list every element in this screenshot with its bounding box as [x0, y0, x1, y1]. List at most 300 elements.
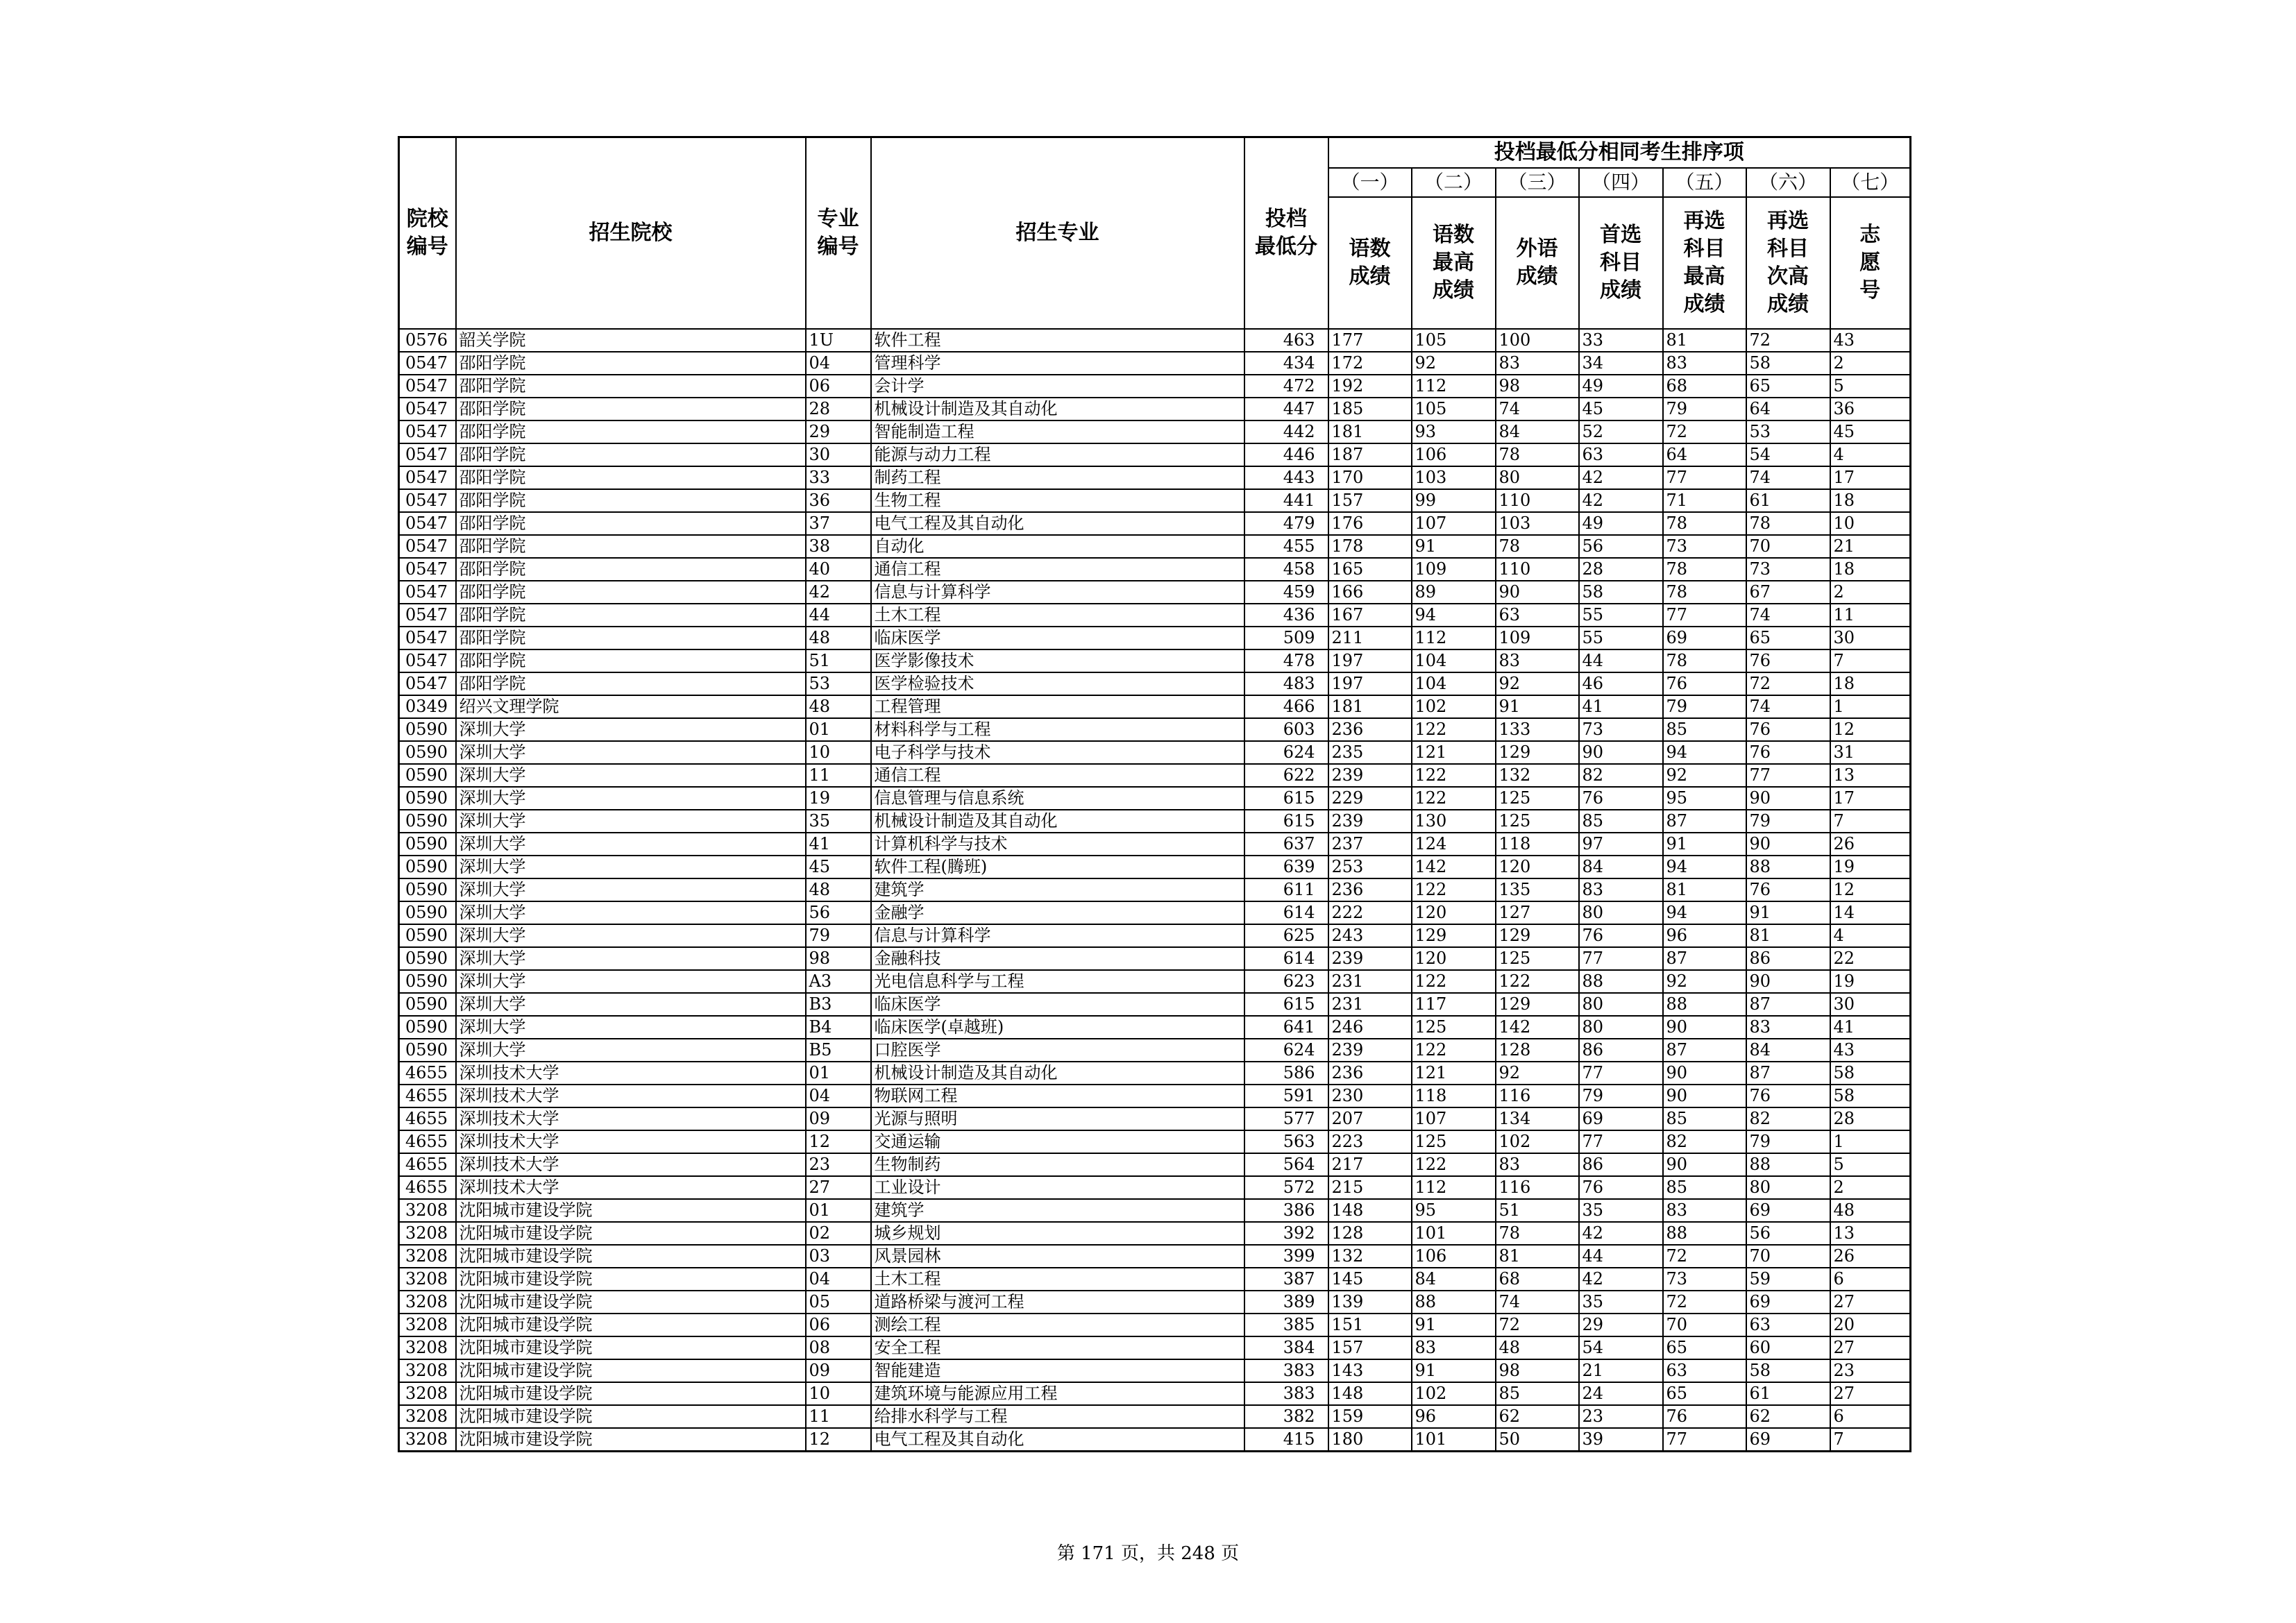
cell-score-foreign-language: 78	[1496, 443, 1579, 466]
cell-score-reselect-max: 63	[1663, 1359, 1746, 1382]
cell-min-score: 389	[1244, 1291, 1328, 1314]
cell-score-chinese-math: 157	[1328, 489, 1412, 512]
cell-score-reselect-max: 88	[1663, 1222, 1746, 1245]
cell-application-number: 30	[1830, 627, 1911, 649]
cell-school-name: 邵阳学院	[456, 398, 806, 420]
cell-application-number: 58	[1830, 1062, 1911, 1085]
cell-min-score: 382	[1244, 1405, 1328, 1428]
cell-application-number: 7	[1830, 810, 1911, 833]
cell-major-code: 06	[806, 375, 871, 398]
cell-score-foreign-language: 109	[1496, 627, 1579, 649]
cell-application-number: 1	[1830, 695, 1911, 718]
cell-major-code: 19	[806, 787, 871, 810]
cell-score-chinese-math-max: 99	[1412, 489, 1496, 512]
cell-major-code: 44	[806, 604, 871, 627]
cell-score-foreign-language: 100	[1496, 329, 1579, 352]
cell-score-chinese-math: 239	[1328, 810, 1412, 833]
cell-school-name: 邵阳学院	[456, 375, 806, 398]
cell-score-chinese-math-max: 102	[1412, 695, 1496, 718]
cell-score-first-subject: 54	[1579, 1336, 1663, 1359]
cell-major-name: 能源与动力工程	[871, 443, 1244, 466]
cell-score-first-subject: 55	[1579, 627, 1663, 649]
cell-score-reselect-max: 83	[1663, 1199, 1746, 1222]
cell-min-score: 455	[1244, 535, 1328, 558]
header-order-label: （六）	[1746, 168, 1830, 197]
table-row	[399, 764, 1911, 787]
cell-score-reselect-max: 94	[1663, 856, 1746, 878]
cell-major-name: 临床医学	[871, 627, 1244, 649]
cell-score-reselect-max: 64	[1663, 443, 1746, 466]
cell-score-reselect-second: 87	[1746, 1062, 1830, 1085]
cell-score-chinese-math: 231	[1328, 993, 1412, 1016]
cell-score-reselect-max: 78	[1663, 512, 1746, 535]
cell-min-score: 614	[1244, 901, 1328, 924]
cell-major-code: 12	[806, 1428, 871, 1452]
cell-score-reselect-max: 72	[1663, 420, 1746, 443]
cell-application-number: 41	[1830, 1016, 1911, 1039]
cell-score-chinese-math: 148	[1328, 1199, 1412, 1222]
cell-school-code: 0547	[399, 489, 456, 512]
cell-major-code: 11	[806, 1405, 871, 1428]
cell-score-foreign-language: 125	[1496, 787, 1579, 810]
header-order-item: 外语 成绩	[1496, 197, 1579, 329]
cell-score-chinese-math: 223	[1328, 1130, 1412, 1153]
cell-school-code: 0590	[399, 1016, 456, 1039]
header-order-label: （四）	[1579, 168, 1663, 197]
cell-score-reselect-second: 74	[1746, 695, 1830, 718]
cell-score-reselect-max: 87	[1663, 810, 1746, 833]
cell-application-number: 5	[1830, 375, 1911, 398]
cell-min-score: 625	[1244, 924, 1328, 947]
cell-school-code: 3208	[399, 1359, 456, 1382]
table-row	[399, 947, 1911, 970]
header-order-label: （五）	[1663, 168, 1746, 197]
cell-school-name: 沈阳城市建设学院	[456, 1359, 806, 1382]
cell-score-chinese-math-max: 89	[1412, 581, 1496, 604]
cell-major-name: 计算机科学与技术	[871, 833, 1244, 856]
cell-score-foreign-language: 129	[1496, 993, 1579, 1016]
cell-min-score: 586	[1244, 1062, 1328, 1085]
cell-school-code: 0590	[399, 1039, 456, 1062]
cell-major-name: 材料科学与工程	[871, 718, 1244, 741]
cell-application-number: 10	[1830, 512, 1911, 535]
cell-school-code: 3208	[399, 1291, 456, 1314]
cell-score-chinese-math-max: 105	[1412, 398, 1496, 420]
cell-school-code: 0590	[399, 741, 456, 764]
cell-score-first-subject: 73	[1579, 718, 1663, 741]
table-row	[399, 970, 1911, 993]
cell-score-foreign-language: 92	[1496, 672, 1579, 695]
cell-application-number: 14	[1830, 901, 1911, 924]
cell-school-code: 3208	[399, 1268, 456, 1291]
cell-school-code: 0590	[399, 970, 456, 993]
cell-score-chinese-math-max: 112	[1412, 627, 1496, 649]
cell-min-score: 436	[1244, 604, 1328, 627]
cell-school-code: 3208	[399, 1199, 456, 1222]
cell-min-score: 615	[1244, 810, 1328, 833]
cell-score-chinese-math-max: 122	[1412, 1153, 1496, 1176]
cell-major-name: 生物制药	[871, 1153, 1244, 1176]
cell-school-name: 沈阳城市建设学院	[456, 1405, 806, 1428]
table-row	[399, 1199, 1911, 1222]
cell-score-reselect-max: 65	[1663, 1336, 1746, 1359]
cell-score-first-subject: 21	[1579, 1359, 1663, 1382]
header-tiebreak-group: 投档最低分相同考生排序项	[1328, 137, 1911, 169]
cell-major-code: 41	[806, 833, 871, 856]
cell-score-chinese-math-max: 122	[1412, 970, 1496, 993]
cell-score-reselect-max: 87	[1663, 947, 1746, 970]
cell-major-code: 06	[806, 1314, 871, 1336]
header-major-name: 招生专业	[871, 137, 1244, 330]
cell-school-code: 0547	[399, 672, 456, 695]
cell-score-reselect-second: 76	[1746, 741, 1830, 764]
table-row	[399, 741, 1911, 764]
cell-school-name: 邵阳学院	[456, 466, 806, 489]
cell-application-number: 19	[1830, 856, 1911, 878]
cell-school-name: 深圳大学	[456, 970, 806, 993]
cell-score-reselect-max: 87	[1663, 1039, 1746, 1062]
cell-school-name: 沈阳城市建设学院	[456, 1222, 806, 1245]
cell-score-reselect-second: 67	[1746, 581, 1830, 604]
cell-school-code: 0590	[399, 878, 456, 901]
cell-school-name: 深圳技术大学	[456, 1130, 806, 1153]
header-order-label: （一）	[1328, 168, 1412, 197]
cell-min-score: 387	[1244, 1268, 1328, 1291]
cell-min-score: 385	[1244, 1314, 1328, 1336]
cell-major-code: 42	[806, 581, 871, 604]
cell-score-foreign-language: 116	[1496, 1085, 1579, 1107]
cell-score-chinese-math-max: 112	[1412, 1176, 1496, 1199]
cell-score-chinese-math: 192	[1328, 375, 1412, 398]
cell-major-code: 01	[806, 718, 871, 741]
cell-score-first-subject: 35	[1579, 1291, 1663, 1314]
cell-major-name: 医学影像技术	[871, 649, 1244, 672]
cell-school-name: 沈阳城市建设学院	[456, 1199, 806, 1222]
cell-score-chinese-math-max: 121	[1412, 1062, 1496, 1085]
cell-score-foreign-language: 80	[1496, 466, 1579, 489]
cell-application-number: 7	[1830, 649, 1911, 672]
cell-school-name: 邵阳学院	[456, 352, 806, 375]
cell-score-chinese-math: 236	[1328, 878, 1412, 901]
cell-score-foreign-language: 85	[1496, 1382, 1579, 1405]
cell-score-foreign-language: 78	[1496, 1222, 1579, 1245]
cell-school-name: 邵阳学院	[456, 420, 806, 443]
cell-major-code: 10	[806, 1382, 871, 1405]
cell-min-score: 383	[1244, 1382, 1328, 1405]
cell-school-name: 深圳大学	[456, 764, 806, 787]
header-order-item: 语数 成绩	[1328, 197, 1412, 329]
cell-score-first-subject: 29	[1579, 1314, 1663, 1336]
cell-score-chinese-math: 243	[1328, 924, 1412, 947]
cell-score-chinese-math-max: 112	[1412, 375, 1496, 398]
table-row	[399, 878, 1911, 901]
cell-major-code: 48	[806, 627, 871, 649]
cell-score-reselect-second: 74	[1746, 466, 1830, 489]
cell-school-name: 邵阳学院	[456, 581, 806, 604]
cell-score-chinese-math: 187	[1328, 443, 1412, 466]
cell-score-foreign-language: 98	[1496, 375, 1579, 398]
cell-score-reselect-second: 64	[1746, 398, 1830, 420]
cell-score-chinese-math-max: 84	[1412, 1268, 1496, 1291]
cell-major-code: 56	[806, 901, 871, 924]
cell-school-code: 3208	[399, 1336, 456, 1359]
cell-application-number: 23	[1830, 1359, 1911, 1382]
cell-min-score: 483	[1244, 672, 1328, 695]
cell-school-code: 0547	[399, 604, 456, 627]
cell-school-code: 0547	[399, 558, 456, 581]
cell-min-score: 615	[1244, 993, 1328, 1016]
cell-application-number: 18	[1830, 672, 1911, 695]
cell-score-first-subject: 42	[1579, 1222, 1663, 1245]
cell-score-chinese-math: 143	[1328, 1359, 1412, 1382]
cell-score-reselect-second: 90	[1746, 787, 1830, 810]
cell-major-code: 23	[806, 1153, 871, 1176]
table-row	[399, 443, 1911, 466]
cell-score-chinese-math: 237	[1328, 833, 1412, 856]
cell-score-first-subject: 55	[1579, 604, 1663, 627]
cell-score-foreign-language: 78	[1496, 535, 1579, 558]
cell-score-chinese-math: 230	[1328, 1085, 1412, 1107]
cell-application-number: 17	[1830, 787, 1911, 810]
cell-major-code: 10	[806, 741, 871, 764]
cell-score-reselect-second: 61	[1746, 489, 1830, 512]
cell-major-code: 36	[806, 489, 871, 512]
cell-score-reselect-second: 87	[1746, 993, 1830, 1016]
cell-school-code: 0547	[399, 581, 456, 604]
cell-min-score: 443	[1244, 466, 1328, 489]
cell-application-number: 13	[1830, 1222, 1911, 1245]
cell-score-first-subject: 44	[1579, 1245, 1663, 1268]
cell-score-foreign-language: 83	[1496, 1153, 1579, 1176]
cell-score-reselect-second: 88	[1746, 1153, 1830, 1176]
cell-school-name: 深圳大学	[456, 901, 806, 924]
cell-major-name: 信息与计算科学	[871, 581, 1244, 604]
cell-min-score: 441	[1244, 489, 1328, 512]
header-order-label: （七）	[1830, 168, 1911, 197]
cell-score-first-subject: 84	[1579, 856, 1663, 878]
cell-score-reselect-max: 65	[1663, 1382, 1746, 1405]
cell-score-chinese-math: 197	[1328, 672, 1412, 695]
cell-score-first-subject: 76	[1579, 1176, 1663, 1199]
cell-score-chinese-math-max: 106	[1412, 443, 1496, 466]
cell-major-code: 40	[806, 558, 871, 581]
cell-major-name: 工程管理	[871, 695, 1244, 718]
cell-score-first-subject: 44	[1579, 649, 1663, 672]
cell-major-name: 土木工程	[871, 604, 1244, 627]
cell-score-foreign-language: 116	[1496, 1176, 1579, 1199]
cell-application-number: 2	[1830, 581, 1911, 604]
table-row	[399, 649, 1911, 672]
cell-application-number: 2	[1830, 1176, 1911, 1199]
cell-score-foreign-language: 129	[1496, 924, 1579, 947]
cell-score-foreign-language: 122	[1496, 970, 1579, 993]
cell-score-chinese-math-max: 88	[1412, 1291, 1496, 1314]
cell-application-number: 26	[1830, 1245, 1911, 1268]
cell-score-reselect-max: 85	[1663, 718, 1746, 741]
cell-major-code: 05	[806, 1291, 871, 1314]
cell-score-first-subject: 28	[1579, 558, 1663, 581]
cell-score-first-subject: 97	[1579, 833, 1663, 856]
cell-score-chinese-math: 167	[1328, 604, 1412, 627]
cell-school-code: 4655	[399, 1107, 456, 1130]
table-row	[399, 833, 1911, 856]
cell-score-chinese-math: 229	[1328, 787, 1412, 810]
cell-major-code: 08	[806, 1336, 871, 1359]
cell-major-code: 11	[806, 764, 871, 787]
cell-score-first-subject: 69	[1579, 1107, 1663, 1130]
cell-score-first-subject: 80	[1579, 1016, 1663, 1039]
cell-score-reselect-second: 84	[1746, 1039, 1830, 1062]
cell-application-number: 2	[1830, 352, 1911, 375]
cell-school-name: 深圳大学	[456, 810, 806, 833]
cell-score-first-subject: 42	[1579, 466, 1663, 489]
cell-score-foreign-language: 103	[1496, 512, 1579, 535]
table-row	[399, 1062, 1911, 1085]
cell-major-name: 给排水科学与工程	[871, 1405, 1244, 1428]
cell-score-chinese-math: 148	[1328, 1382, 1412, 1405]
cell-score-reselect-second: 77	[1746, 764, 1830, 787]
cell-score-reselect-max: 90	[1663, 1085, 1746, 1107]
cell-score-reselect-max: 90	[1663, 1016, 1746, 1039]
cell-min-score: 384	[1244, 1336, 1328, 1359]
cell-score-first-subject: 35	[1579, 1199, 1663, 1222]
cell-score-reselect-max: 77	[1663, 466, 1746, 489]
cell-score-chinese-math: 239	[1328, 947, 1412, 970]
cell-application-number: 11	[1830, 604, 1911, 627]
cell-score-chinese-math-max: 120	[1412, 901, 1496, 924]
cell-school-name: 邵阳学院	[456, 443, 806, 466]
header-major-code: 专业 编号	[806, 137, 871, 330]
cell-score-reselect-second: 59	[1746, 1268, 1830, 1291]
cell-score-first-subject: 52	[1579, 420, 1663, 443]
table-row	[399, 1222, 1911, 1245]
cell-school-code: 0590	[399, 810, 456, 833]
cell-score-foreign-language: 62	[1496, 1405, 1579, 1428]
cell-application-number: 17	[1830, 466, 1911, 489]
cell-school-name: 邵阳学院	[456, 489, 806, 512]
cell-score-chinese-math: 165	[1328, 558, 1412, 581]
cell-major-name: 电气工程及其自动化	[871, 512, 1244, 535]
table-row	[399, 1382, 1911, 1405]
cell-major-name: 制药工程	[871, 466, 1244, 489]
cell-major-name: 口腔医学	[871, 1039, 1244, 1062]
cell-min-score: 637	[1244, 833, 1328, 856]
cell-major-name: 医学检验技术	[871, 672, 1244, 695]
cell-major-name: 土木工程	[871, 1268, 1244, 1291]
cell-school-name: 沈阳城市建设学院	[456, 1245, 806, 1268]
cell-score-chinese-math: 151	[1328, 1314, 1412, 1336]
cell-school-code: 0547	[399, 375, 456, 398]
header-order-label: （三）	[1496, 168, 1579, 197]
cell-score-chinese-math: 239	[1328, 1039, 1412, 1062]
cell-major-code: 02	[806, 1222, 871, 1245]
cell-score-chinese-math-max: 122	[1412, 787, 1496, 810]
cell-school-name: 深圳大学	[456, 856, 806, 878]
cell-major-name: 光源与照明	[871, 1107, 1244, 1130]
cell-application-number: 30	[1830, 993, 1911, 1016]
cell-school-code: 0547	[399, 649, 456, 672]
table-row	[399, 1245, 1911, 1268]
cell-score-foreign-language: 120	[1496, 856, 1579, 878]
cell-min-score: 479	[1244, 512, 1328, 535]
table-row	[399, 1039, 1911, 1062]
table-row	[399, 1153, 1911, 1176]
cell-school-code: 0547	[399, 398, 456, 420]
cell-score-reselect-second: 76	[1746, 718, 1830, 741]
cell-score-chinese-math: 207	[1328, 1107, 1412, 1130]
cell-score-chinese-math-max: 102	[1412, 1382, 1496, 1405]
cell-score-chinese-math: 181	[1328, 695, 1412, 718]
cell-score-foreign-language: 135	[1496, 878, 1579, 901]
cell-school-name: 深圳技术大学	[456, 1176, 806, 1199]
cell-score-reselect-max: 92	[1663, 764, 1746, 787]
cell-application-number: 26	[1830, 833, 1911, 856]
cell-major-name: 通信工程	[871, 558, 1244, 581]
cell-major-name: 软件工程	[871, 329, 1244, 352]
cell-min-score: 563	[1244, 1130, 1328, 1153]
cell-score-reselect-max: 81	[1663, 329, 1746, 352]
cell-school-name: 沈阳城市建设学院	[456, 1268, 806, 1291]
cell-major-code: 04	[806, 352, 871, 375]
cell-score-chinese-math-max: 122	[1412, 764, 1496, 787]
table-row	[399, 901, 1911, 924]
cell-score-reselect-second: 78	[1746, 512, 1830, 535]
cell-score-reselect-max: 71	[1663, 489, 1746, 512]
cell-application-number: 27	[1830, 1382, 1911, 1405]
cell-school-code: 0547	[399, 352, 456, 375]
cell-school-name: 沈阳城市建设学院	[456, 1314, 806, 1336]
cell-score-chinese-math-max: 120	[1412, 947, 1496, 970]
cell-score-chinese-math-max: 107	[1412, 512, 1496, 535]
cell-school-code: 0547	[399, 443, 456, 466]
cell-score-chinese-math: 197	[1328, 649, 1412, 672]
cell-school-name: 邵阳学院	[456, 512, 806, 535]
cell-score-reselect-second: 82	[1746, 1107, 1830, 1130]
cell-major-code: 30	[806, 443, 871, 466]
cell-score-reselect-second: 76	[1746, 878, 1830, 901]
cell-score-chinese-math-max: 121	[1412, 741, 1496, 764]
cell-major-code: 01	[806, 1062, 871, 1085]
cell-application-number: 48	[1830, 1199, 1911, 1222]
table-row	[399, 466, 1911, 489]
cell-score-foreign-language: 133	[1496, 718, 1579, 741]
cell-score-chinese-math-max: 92	[1412, 352, 1496, 375]
cell-score-foreign-language: 134	[1496, 1107, 1579, 1130]
cell-score-reselect-max: 82	[1663, 1130, 1746, 1153]
cell-major-code: 28	[806, 398, 871, 420]
cell-school-code: 0590	[399, 833, 456, 856]
cell-school-name: 邵阳学院	[456, 627, 806, 649]
cell-min-score: 639	[1244, 856, 1328, 878]
cell-score-chinese-math-max: 125	[1412, 1130, 1496, 1153]
cell-score-chinese-math: 166	[1328, 581, 1412, 604]
cell-score-first-subject: 42	[1579, 489, 1663, 512]
cell-min-score: 624	[1244, 741, 1328, 764]
header-min-score: 投档 最低分	[1244, 137, 1328, 330]
table-row	[399, 718, 1911, 741]
cell-application-number: 5	[1830, 1153, 1911, 1176]
cell-score-chinese-math-max: 124	[1412, 833, 1496, 856]
cell-major-name: 工业设计	[871, 1176, 1244, 1199]
cell-score-reselect-max: 96	[1663, 924, 1746, 947]
cell-score-chinese-math-max: 130	[1412, 810, 1496, 833]
cell-score-chinese-math-max: 122	[1412, 878, 1496, 901]
cell-major-name: 生物工程	[871, 489, 1244, 512]
cell-school-name: 深圳大学	[456, 924, 806, 947]
cell-major-name: 自动化	[871, 535, 1244, 558]
cell-min-score: 463	[1244, 329, 1328, 352]
cell-major-code: 45	[806, 856, 871, 878]
